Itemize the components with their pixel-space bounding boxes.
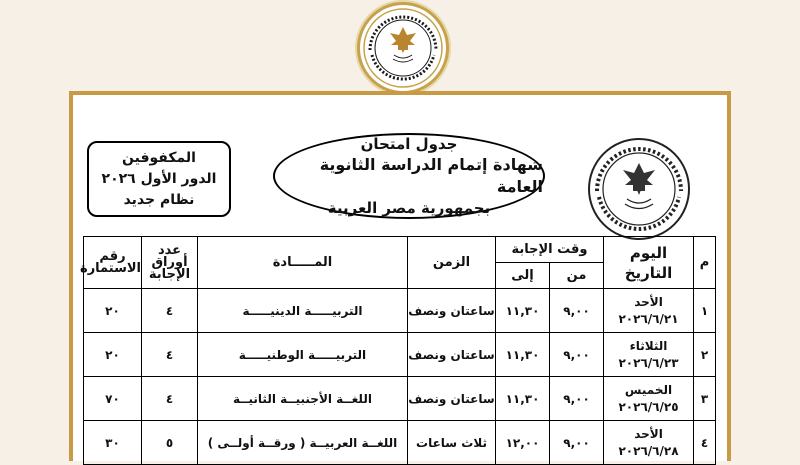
document-title [273,133,545,219]
row-duration: ساعتان ونصف [408,333,496,377]
row-day: الأحد [634,294,663,309]
row-subject: التربيـــــة الدينيـــــة [198,289,408,333]
row-num: ٤ [694,421,716,465]
row-num: ٢ [694,333,716,377]
title-line-1: جدول امتحان [360,135,458,153]
header-day-date [604,237,694,289]
row-date: ٢٠٢٦/٦/٢٣ [618,355,679,370]
row-day-date [604,333,694,377]
table-row [84,289,716,333]
ministry-seal-icon [360,5,446,91]
session-info-box [87,141,231,217]
row-day: الأحد [634,426,663,441]
row-sheets: ٤ [142,333,198,377]
row-duration: ساعتان ونصف [408,377,496,421]
header-day: اليوم [629,243,668,262]
row-from: ٩,٠٠ [550,377,604,421]
row-form: ٢٠ [84,333,142,377]
title-line-3: بجمهورية مصر العربية [327,199,491,217]
row-day: الثلاثاء [629,338,668,353]
header-sheets: عدد أوراق الإجابة [142,237,198,289]
row-to: ١١,٣٠ [496,333,550,377]
row-day: الخميس [624,382,673,397]
row-form: ٧٠ [84,377,142,421]
table-row [84,421,716,465]
row-to: ١٢,٠٠ [496,421,550,465]
table-row [84,377,716,421]
ministry-logo-top [357,2,449,94]
row-day-date [604,421,694,465]
row-num: ١ [694,289,716,333]
row-day-date [604,289,694,333]
row-from: ٩,٠٠ [550,289,604,333]
ministry-seal-icon [585,135,693,243]
row-num: ٣ [694,377,716,421]
header-subject: المـــــادة [198,237,408,289]
row-duration: ساعتان ونصف [408,289,496,333]
header-answer-time: وقت الإجابة [496,237,604,263]
header-date: التاريخ [624,263,673,282]
header-duration: الزمن [408,237,496,289]
row-sheets: ٤ [142,377,198,421]
system-label: نظام جديد [123,191,195,208]
header-from: من [550,263,604,289]
session-label: الدور الأول ٢٠٢٦ [101,170,217,187]
exam-schedule-document [69,91,731,461]
row-form: ٣٠ [84,421,142,465]
row-date: ٢٠٢٦/٦/٢١ [618,311,679,326]
header-form: رقم الاستمارة [84,237,142,289]
row-form: ٢٠ [84,289,142,333]
row-subject: اللغــة الأجنبيــة الثانيــة [198,377,408,421]
row-date: ٢٠٢٦/٦/٢٥ [618,399,679,414]
category-label: المكفوفين [122,149,196,166]
row-duration: ثلاث ساعات [408,421,496,465]
row-from: ٩,٠٠ [550,421,604,465]
row-to: ١١,٣٠ [496,289,550,333]
row-sheets: ٥ [142,421,198,465]
row-day-date [604,377,694,421]
row-subject: التربيـــــة الوطنيـــــة [198,333,408,377]
header-num: م [694,237,716,289]
exam-schedule-table [80,236,716,465]
row-date: ٢٠٢٦/٦/٢٨ [618,443,679,458]
header-to: إلى [496,263,550,289]
row-from: ٩,٠٠ [550,333,604,377]
ministry-logo-document [585,135,693,243]
row-subject: اللغــة العربيــة ( ورقــة أولــى ) [198,421,408,465]
row-sheets: ٤ [142,289,198,333]
title-line-2: شهادة إتمام الدراسة الثانوية العامة [319,155,543,196]
row-to: ١١,٣٠ [496,377,550,421]
table-row [84,333,716,377]
